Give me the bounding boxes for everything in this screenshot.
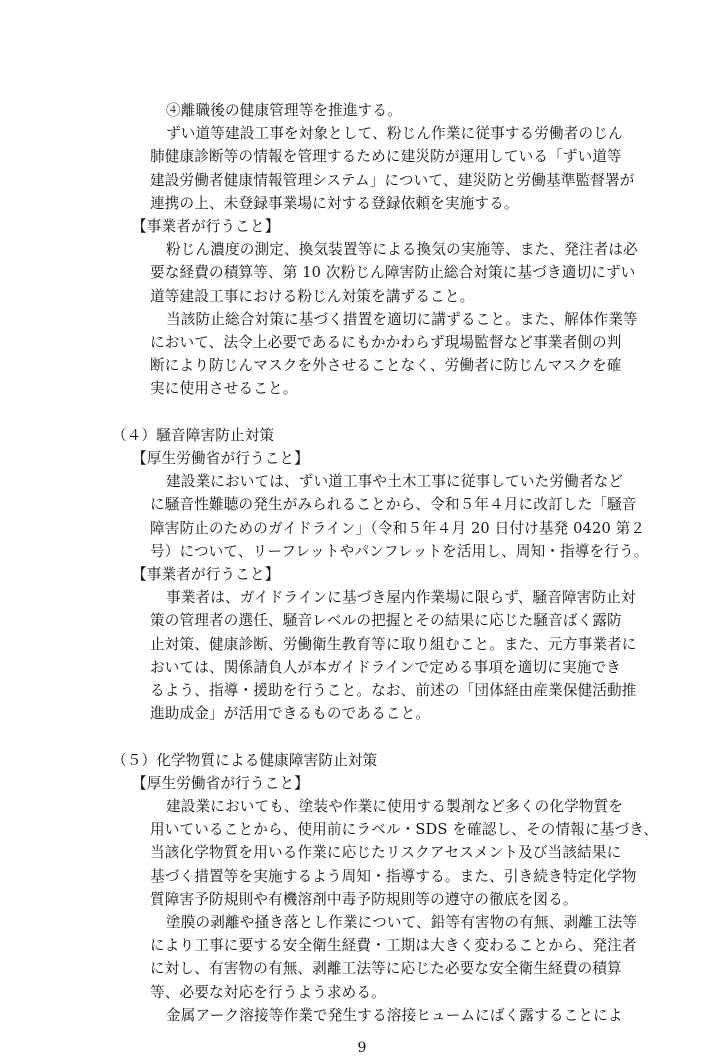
paragraph-line: 断により防じんマスクを外させることなく、労働者に防じんマスクを確 [150, 357, 622, 374]
paragraph-line: 号）について、リーフレットやパンフレットを活用し、周知・指導を行う。 [150, 543, 649, 560]
paragraph-line: において、法令上必要であるにもかかわらず現場監督など事業者側の判 [150, 334, 622, 351]
paragraph-line: 建設業においては、ずい道工事や土木工事に従事していた労働者など [166, 473, 624, 490]
paragraph-line: るよう、指導・援助を行うこと。なお、前述の「団体経由産業保健活動推 [150, 682, 637, 699]
paragraph-line: 用いていることから、使用前にラベル・SDS を確認し、その情報に基づき、 [150, 821, 659, 838]
paragraph-line: 策の管理者の選任、騒音レベルの把握とその結果に応じた騒音ばく露防 [150, 612, 622, 629]
paragraph-line: 事業者は、ガイドラインに基づき屋内作業場に限らず、騒音障害防止対 [166, 589, 636, 606]
paragraph-line: おいては、関係請負人が本ガイドラインで定める事項を適切に実施でき [150, 659, 621, 676]
paragraph-line: 連携の上、未登録事業場に対する登録依頼を実施する。 [150, 195, 519, 212]
paragraph-line: 実に使用させること。 [150, 380, 298, 397]
paragraph-line: ずい道等建設工事を対象として、粉じん作業に従事する労働者のじん [166, 125, 623, 142]
paragraph-line: 等、必要な対応を行うよう求める。 [150, 984, 386, 1001]
paragraph-line: 粉じん濃度の測定、換気装置等による換気の実施等、また、発注者は必 [166, 241, 638, 258]
paragraph-line: 塗膜の剥離や掻き落とし作業について、鉛等有害物の有無、剥離工法等 [166, 914, 638, 931]
paragraph-line: 当該防止総合対策に基づく措置を適切に講ずること。また、解体作業等 [166, 311, 638, 328]
subheading-ministry: 【厚生労働省が行うこと】 [132, 775, 309, 792]
paragraph-line: 進助成金」が活用できるものであること。 [150, 705, 431, 722]
paragraph-line: 建設業においても、塗装や作業に使用する製剤など多くの化学物質を [166, 798, 624, 815]
paragraph-line: 要な経費の積算等、第 10 次粉じん障害防止総合対策に基づき適切にずい [150, 264, 636, 281]
paragraph-line: 質障害予防規則や有機溶剤中毒予防規則等の遵守の徹底を図る。 [150, 891, 578, 908]
item-4-text: ④離職後の健康管理等を推進する。 [166, 102, 402, 119]
paragraph-line: 肺健康診断等の情報を管理するために建災防が運用している「ずい道等 [150, 148, 622, 165]
subheading-employer: 【事業者が行うこと】 [132, 566, 280, 583]
paragraph-line: 当該化学物質を用いる作業に応じたリスクアセスメント及び当該結果に [150, 844, 622, 861]
paragraph-line: 金属アーク溶接等作業で発生する溶接ヒュームにばく露することによ [166, 1007, 623, 1024]
paragraph-line: により工事に要する安全衛生経費・工期は大きく変わることから、発注者 [150, 937, 637, 954]
section-heading-chemical: （５）化学物質による健康障害防止対策 [112, 752, 378, 769]
paragraph-line: 障害防止のためのガイドライン」（令和５年４月 20 日付け基発 0420 第２ [150, 520, 646, 537]
paragraph-line: 建設労働者健康情報管理システム」について、建災防と労働基準監督署が [150, 172, 635, 189]
subheading-ministry: 【厚生労働省が行うこと】 [132, 450, 309, 467]
paragraph-line: に騒音性難聴の発生がみられることから、令和５年４月に改訂した「騒音 [150, 496, 637, 513]
page-number: 9 [357, 1040, 367, 1056]
subheading-employer: 【事業者が行うこと】 [132, 218, 280, 235]
paragraph-line: 止対策、健康診断、労働衛生教育等に取り組むこと。また、元方事業者に [150, 636, 637, 653]
paragraph-line: に対し、有害物の有無、剥離工法等に応じた必要な安全衛生経費の積算 [150, 960, 622, 977]
paragraph-line: 道等建設工事における粉じん対策を講ずること。 [150, 288, 475, 305]
paragraph-line: 基づく措置等を実施するよう周知・指導する。また、引き続き特定化学物 [150, 868, 637, 885]
section-heading-noise: （４）騒音障害防止対策 [112, 427, 275, 444]
